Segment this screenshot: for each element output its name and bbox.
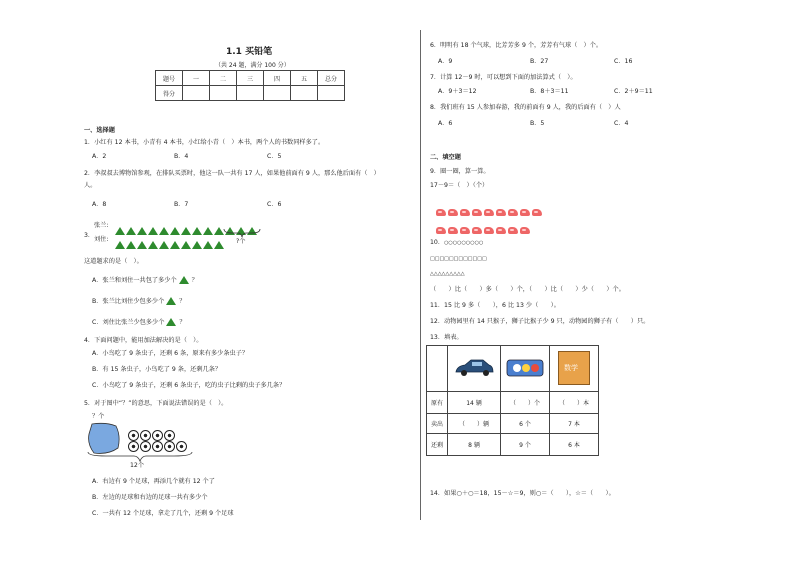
table-cell[interactable]: （ ）辆 bbox=[448, 414, 501, 434]
q9-text: 9．圈一圈，算一算。 bbox=[430, 168, 490, 175]
q3-liuzhu-label: 刘住: bbox=[94, 236, 109, 243]
score-cell: 总分 bbox=[318, 71, 345, 86]
q10-circles-text: ○○○○○○○○○ bbox=[444, 240, 484, 246]
score-cell: 题号 bbox=[156, 71, 183, 86]
q9-shoes-row-1 bbox=[436, 202, 544, 221]
table-cell: 6 个 bbox=[501, 414, 550, 434]
q5-total-label: 12个 bbox=[130, 462, 145, 469]
q6-option-c[interactable]: C．16 bbox=[614, 58, 633, 65]
score-blank[interactable] bbox=[183, 86, 210, 101]
q8-option-a[interactable]: A．6 bbox=[438, 120, 453, 127]
q2-option-b[interactable]: B．7 bbox=[174, 201, 189, 208]
section-heading-fill: 二、填空题 bbox=[430, 154, 461, 161]
score-cell: 四 bbox=[264, 71, 291, 86]
q8-option-c[interactable]: C．4 bbox=[614, 120, 629, 127]
pencilcase-cell bbox=[501, 346, 550, 392]
score-table bbox=[155, 70, 345, 101]
q4-option-c[interactable]: C．小鸟吃了 9 条虫子，还剩 6 条虫子，吃的虫子比剩的虫子多几条？ bbox=[92, 382, 286, 389]
q3-ask: 这道题求的是（ ）。 bbox=[84, 258, 143, 265]
row-label: 还剩 bbox=[427, 434, 448, 456]
score-cell: 得分 bbox=[156, 86, 183, 101]
q5-football-group bbox=[128, 430, 188, 452]
q3-brace-label: ?个 bbox=[236, 238, 246, 245]
football-icon bbox=[152, 430, 163, 441]
q13-table bbox=[426, 345, 599, 456]
q9-equation[interactable]: 17－9＝（ ）（个） bbox=[430, 182, 489, 189]
q3-option-c[interactable] bbox=[92, 318, 186, 327]
zongzi-icon bbox=[179, 276, 189, 284]
q3-zongzi-row-liuzhu bbox=[115, 234, 225, 253]
car-cell bbox=[448, 346, 501, 392]
q7-option-a[interactable]: A．9＋3＝12 bbox=[438, 88, 477, 95]
table-cell: 9 个 bbox=[501, 434, 550, 456]
q13-text: 13．填表。 bbox=[430, 334, 463, 341]
score-cell: 五 bbox=[291, 71, 318, 86]
score-cell: 二 bbox=[210, 71, 237, 86]
q6-text: 6．明明有 18 个气球，比芳芳多 9 个，芳芳有气球（ ）个。 bbox=[430, 42, 603, 49]
table-cell: 7 本 bbox=[550, 414, 599, 434]
q3-option-a-text: A．张兰和刘住一共包了多少个 bbox=[92, 277, 177, 284]
car-icon bbox=[453, 357, 495, 379]
q3-brace bbox=[222, 228, 262, 238]
column-divider bbox=[420, 30, 421, 520]
book-cell bbox=[550, 346, 599, 392]
q1-option-a[interactable]: A．2 bbox=[92, 153, 107, 160]
q1-text: 1．小红有 12 本书，小青有 4 本书，小红给小青（ ）本书，两个人的书数同样多了。 bbox=[84, 139, 325, 146]
q2-option-a[interactable]: A．8 bbox=[92, 201, 107, 208]
q3-option-c-qmark: ？ bbox=[179, 319, 186, 326]
score-blank[interactable] bbox=[237, 86, 264, 101]
q3-option-b-qmark: ？ bbox=[179, 298, 186, 305]
zongzi-icon bbox=[166, 297, 176, 305]
q10-triangles: △△△△△△△△△ bbox=[430, 271, 465, 277]
score-blank[interactable] bbox=[318, 86, 345, 101]
q1-option-b[interactable]: B．4 bbox=[174, 153, 189, 160]
score-blank[interactable] bbox=[210, 86, 237, 101]
q10-label: 10． bbox=[430, 239, 445, 246]
row-label: 卖出 bbox=[427, 414, 448, 434]
q6-option-b[interactable]: B．27 bbox=[530, 58, 549, 65]
zongzi-icon bbox=[166, 318, 176, 326]
q4-text: 4．下面问题中，能用加法解决的是（ ）。 bbox=[84, 337, 203, 344]
q9-shoes-row-2 bbox=[436, 220, 532, 239]
table-cell: 6 本 bbox=[550, 434, 599, 456]
q10-squares: □□□□□□□□□□□□ bbox=[430, 256, 487, 262]
q5-option-c[interactable]: C．一共有 12 个足球，拿走了几个，还剩 9 个足球 bbox=[92, 510, 234, 517]
score-blank[interactable] bbox=[291, 86, 318, 101]
section-heading-choice: 一、选择题 bbox=[84, 127, 115, 134]
table-cell: 8 辆 bbox=[448, 434, 501, 456]
q3-option-a[interactable] bbox=[92, 276, 198, 285]
q14-text[interactable]: 14．如果○＋○＝18，15－☆＝9，则○＝（ ），☆＝（ ）。 bbox=[430, 490, 615, 497]
q7-option-c[interactable]: C．2＋9＝11 bbox=[614, 88, 653, 95]
score-cell: 一 bbox=[183, 71, 210, 86]
q12-text[interactable]: 12．动物园里有 14 只猴子，狮子比猴子少 9 只，动物园的狮子有（ ）只。 bbox=[430, 318, 650, 325]
page-subtitle: （共 24 题，满分 100 分） bbox=[215, 62, 290, 69]
q3-zhanglan-label: 张兰: bbox=[94, 222, 109, 229]
score-cell: 三 bbox=[237, 71, 264, 86]
q5-text: 5．对于图中“？”的意思，下面说法错误的是（ ）。 bbox=[84, 400, 228, 407]
pencil-case-icon bbox=[505, 357, 545, 379]
q3-number: 3． bbox=[84, 232, 95, 239]
table-cell: 14 辆 bbox=[448, 392, 501, 414]
book-label: 数学 bbox=[564, 363, 578, 372]
table-cell[interactable]: （ ）个 bbox=[501, 392, 550, 414]
q5-option-b[interactable]: B．左边的足球和右边的足球一共有多少个 bbox=[92, 494, 208, 501]
q2-text-cont: 人。 bbox=[84, 182, 97, 189]
q2-text: 2．李叔叔去博物馆参观，在排队买票时，他这一队一共有 17 人，如果他前面有 9 人，那么他后面有（ ） bbox=[84, 170, 380, 177]
q3-option-b[interactable] bbox=[92, 297, 185, 306]
football-icon bbox=[164, 430, 175, 441]
q8-text: 8．我们班有 15 人参加春游，我的前面有 9 人，我的后面有（ ）人 bbox=[430, 104, 621, 111]
q7-text: 7．计算 12－9 时，可以想到下面的加法算式（ ）。 bbox=[430, 74, 577, 81]
q5-option-a[interactable]: A．右边有 9 个足球，再添几个就有 12 个了 bbox=[92, 478, 215, 485]
q6-option-a[interactable]: A．9 bbox=[438, 58, 453, 65]
table-cell[interactable]: （ ）本 bbox=[550, 392, 599, 414]
math-book-icon bbox=[558, 351, 590, 385]
football-icon bbox=[140, 430, 151, 441]
q3-option-c-text: C．刘住比张兰少包多少个 bbox=[92, 319, 165, 326]
q10-circles bbox=[430, 239, 483, 247]
q3-option-b-text: B．张兰比刘住少包多少个 bbox=[92, 298, 165, 305]
q11-text[interactable]: 11．15 比 9 多（ ），6 比 13 少（ ）。 bbox=[430, 302, 560, 309]
q3-option-a-qmark: ？ bbox=[191, 277, 198, 284]
q8-option-b[interactable]: B．5 bbox=[530, 120, 545, 127]
score-blank[interactable] bbox=[264, 86, 291, 101]
row-label: 原有 bbox=[427, 392, 448, 414]
table-corner bbox=[427, 346, 448, 392]
q10-blanks[interactable]: （ ）比（ ）多（ ）个，（ ）比（ ）少（ ）个。 bbox=[430, 286, 625, 293]
q7-option-b[interactable]: B．8＋3＝11 bbox=[530, 88, 569, 95]
page-title: 1.1 买铅笔 bbox=[226, 47, 273, 57]
football-icon bbox=[128, 430, 139, 441]
q4-option-a[interactable]: A．小鸟吃了 9 条虫子，还剩 6 条，原来有多少条虫子？ bbox=[92, 350, 249, 357]
q5-question-label: ？个 bbox=[92, 413, 105, 420]
q1-option-c[interactable]: C．5 bbox=[267, 153, 282, 160]
q4-option-b[interactable]: B．有 15 条虫子，小鸟吃了 9 条，还剩几条？ bbox=[92, 366, 222, 373]
q2-option-c[interactable]: C．6 bbox=[267, 201, 282, 208]
